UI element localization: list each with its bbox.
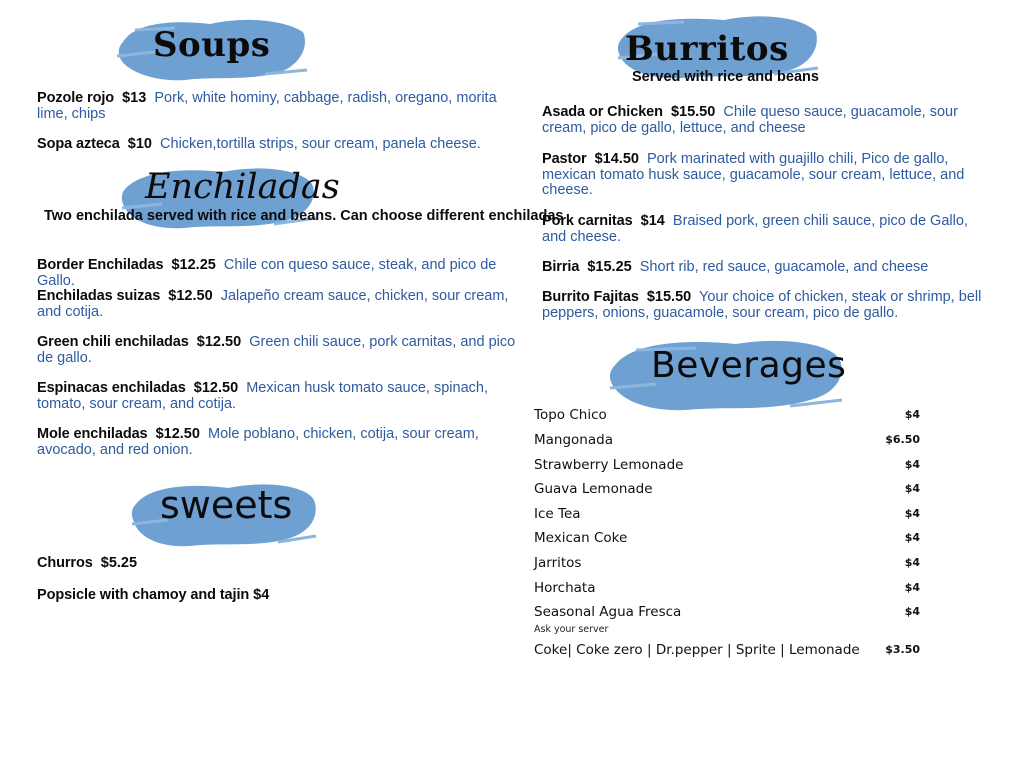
beverage-name: Topo Chico	[534, 407, 607, 423]
menu-item-pozole-rojo	[37, 91, 507, 122]
menu-item-espinacas-enchiladas	[37, 381, 507, 412]
enchiladas-subtitle: Two enchilada served with rice and beans. Can choose different enchiladas	[44, 208, 564, 224]
item-price: $4	[253, 587, 270, 603]
beverage-price: $4	[904, 581, 920, 594]
beverage-row	[534, 604, 920, 620]
sweets-heading: sweets	[160, 483, 293, 527]
beverage-price: $6.50	[885, 433, 920, 446]
beverage-name: Mexican Coke	[534, 530, 628, 546]
burritos-subtitle: Served with rice and beans	[632, 69, 819, 85]
item-name: Asada or Chicken	[542, 104, 663, 120]
menu-item-sopa-azteca	[37, 137, 507, 153]
beverage-row	[534, 555, 920, 571]
item-name: Green chili enchiladas	[37, 334, 189, 350]
beverage-row	[534, 506, 920, 522]
item-description: Pork marinated with guajillo chili, Pico de gallo, mexican tomato husk sauce, guacamole, sour cream, lettuce, and cheese.	[542, 151, 965, 198]
beverage-price: $4	[904, 507, 920, 520]
menu-item-popsicle	[37, 588, 507, 604]
item-description: Chicken,tortilla strips, sour cream, panela cheese.	[160, 136, 481, 152]
beverage-name: Coke| Coke zero | Dr.pepper | Sprite | Lemonade	[534, 642, 860, 658]
beverage-price: $4	[904, 556, 920, 569]
beverage-name: Jarritos	[534, 555, 582, 571]
beverage-price: $4	[904, 605, 920, 618]
beverage-row	[534, 580, 920, 596]
beverage-note: Ask your server	[534, 624, 609, 635]
menu-item-birria	[542, 260, 992, 276]
menu-item-green-chili-enchiladas	[37, 335, 532, 366]
menu-item-pastor	[542, 152, 982, 199]
item-price: $12.50	[168, 288, 213, 304]
item-description: Mole poblano, chicken, cotija, sour cream, avocado, and red onion.	[37, 426, 479, 458]
enchiladas-heading: Enchiladas	[145, 167, 340, 207]
item-description: Mexican husk tomato sauce, spinach, tomato, sour cream, and cotija.	[37, 380, 488, 412]
item-description: Short rib, red sauce, guacamole, and cheese	[639, 259, 929, 275]
item-price: $12.25	[171, 257, 216, 273]
item-price: $12.50	[193, 380, 239, 396]
beverage-name: Ice Tea	[534, 506, 581, 522]
beverage-row	[534, 642, 920, 658]
item-price: $12.50	[155, 426, 200, 442]
beverage-row	[534, 530, 920, 546]
item-description: Braised pork, green chili sauce, pico de Gallo, and cheese.	[542, 213, 968, 245]
item-name: Burrito Fajitas	[542, 289, 639, 305]
soups-heading: Soups	[153, 25, 271, 65]
burritos-heading: Burritos	[625, 29, 789, 69]
beverage-name: Mangonada	[534, 432, 613, 448]
item-name: Churros	[37, 555, 93, 571]
beverage-name: Strawberry Lemonade	[534, 457, 684, 473]
item-price: $15.50	[646, 289, 692, 305]
menu-item-pork-carnitas	[542, 214, 992, 245]
item-description: Pork, white hominy, cabbage, radish, oregano, morita lime, chips	[37, 90, 497, 122]
item-price: $10	[127, 136, 152, 152]
item-name: Pozole rojo	[37, 90, 115, 106]
item-price: $13	[122, 90, 147, 106]
beverage-price: $3.50	[885, 643, 920, 656]
item-name: Espinacas enchiladas	[37, 380, 186, 396]
item-description: Chile con queso sauce, steak, and pico de Gallo.	[37, 257, 497, 289]
item-name: Pastor	[542, 151, 587, 167]
menu-item-asada-or-chicken	[542, 105, 982, 136]
item-name: Enchiladas suizas	[37, 288, 161, 304]
beverage-name: Horchata	[534, 580, 596, 596]
beverage-price: $4	[904, 482, 920, 495]
menu-item-mole-enchiladas	[37, 427, 507, 458]
item-price: $12.50	[196, 334, 242, 350]
item-price: $15.25	[587, 259, 632, 275]
item-price: $15.50	[670, 104, 716, 120]
menu-item-burrito-fajitas	[542, 290, 987, 321]
item-description: Your choice of chicken, steak or shrimp, bell peppers, onions, guacamole, sour cream, pico de gallo.	[542, 289, 982, 321]
item-description: Jalapeño cream sauce, chicken, sour cream, and cotija.	[37, 288, 509, 320]
menu-item-border-enchiladas	[37, 258, 532, 289]
item-price: $5.25	[100, 555, 138, 571]
beverage-row	[534, 457, 920, 473]
item-description: Chile queso sauce, guacamole, sour cream, pico de gallo, lettuce, and cheese	[542, 104, 958, 136]
item-name: Pork carnitas	[542, 213, 633, 229]
beverage-price: $4	[904, 408, 920, 421]
beverage-row	[534, 481, 920, 497]
item-name: Sopa azteca	[37, 136, 120, 152]
beverage-name: Seasonal Agua Fresca	[534, 604, 682, 620]
item-name: Mole enchiladas	[37, 426, 148, 442]
item-price: $14	[640, 213, 665, 229]
item-name: Birria	[542, 259, 580, 275]
beverage-price: $4	[904, 531, 920, 544]
item-description: Green chili sauce, pork carnitas, and pico de gallo.	[37, 334, 516, 366]
item-price: $14.50	[594, 151, 639, 167]
beverages-heading: Beverages	[651, 345, 847, 386]
beverage-row	[534, 432, 920, 448]
menu-item-churros	[37, 556, 507, 572]
beverage-row	[534, 407, 920, 423]
item-name: Border Enchiladas	[37, 257, 164, 273]
menu-item-enchiladas-suizas	[37, 289, 532, 320]
beverage-name: Guava Lemonade	[534, 481, 653, 497]
beverage-price: $4	[904, 458, 920, 471]
item-name: Popsicle with chamoy and tajin	[37, 587, 250, 603]
